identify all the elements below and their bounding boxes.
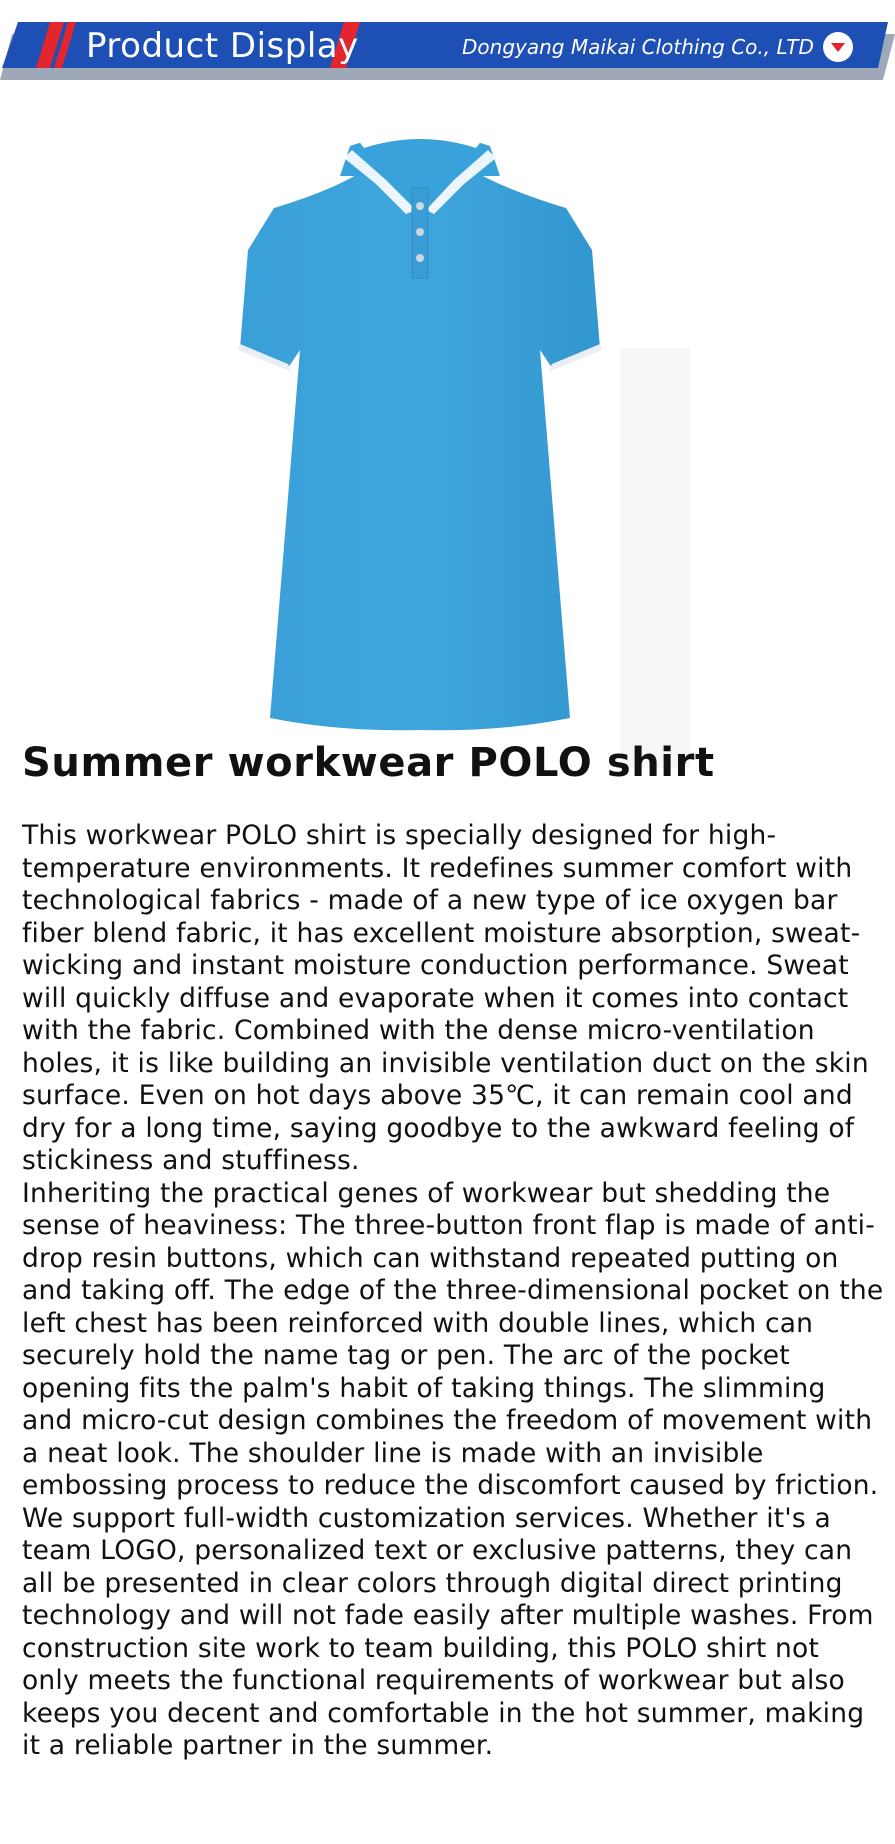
description-paragraph: This workwear POLO shirt is specially designed for high-temperature environments. It redefines summer comfort with technological fabrics - made of a new type of ice oxygen bar fiber blend fabric, it has excellent moisture absorption, sweat-wicking and instant moisture conduction performance. Sweat will quickly diffuse and evaporate when it comes into contact with the fabric. Combined with the dense micro-ventilation holes, it is like building an invisible ventilation duct on the skin surface. Even on hot days above 35℃, it can remain cool and dry for a long time, saying goodbye to the awkward feeling of stickiness and stuffiness.: [22, 820, 869, 1176]
header-banner: [0, 22, 895, 80]
banner-title: Product Display: [86, 26, 359, 66]
polo-shirt-image: [200, 118, 690, 768]
company-name: Dongyang Maikai Clothing Co., LTD: [462, 35, 814, 59]
product-title: Summer workwear POLO shirt: [22, 740, 715, 786]
description-paragraph: Inheriting the practical genes of workwear but shedding the sense of heaviness: The three-button front flap is made of anti-drop resin buttons, which can withstand repeated putting on and taking off. The edge of the three-dimensional pocket on the left chest has been reinforced with double lines, which can securely hold the name tag or pen. The arc of the pocket opening fits the palm's habit of taking things. The slimming and micro-cut design combines the freedom of movement with a neat look. The shoulder line is made with an invisible embossing process to reduce the discomfort caused by friction.: [22, 1177, 884, 1501]
description-paragraph: We support full-width customization services. Whether it's a team LOGO, personalized text or exclusive patterns, they can all be presented in clear colors through digital direct printing technology and will not fade easily after multiple washes. From construction site work to team building, this POLO shirt not only meets the functional requirements of workwear but also keeps you decent and comfortable in the hot summer, making it a reliable partner in the summer.: [22, 1502, 874, 1761]
product-description: [22, 820, 884, 1763]
chevron-down-icon[interactable]: [823, 32, 853, 62]
